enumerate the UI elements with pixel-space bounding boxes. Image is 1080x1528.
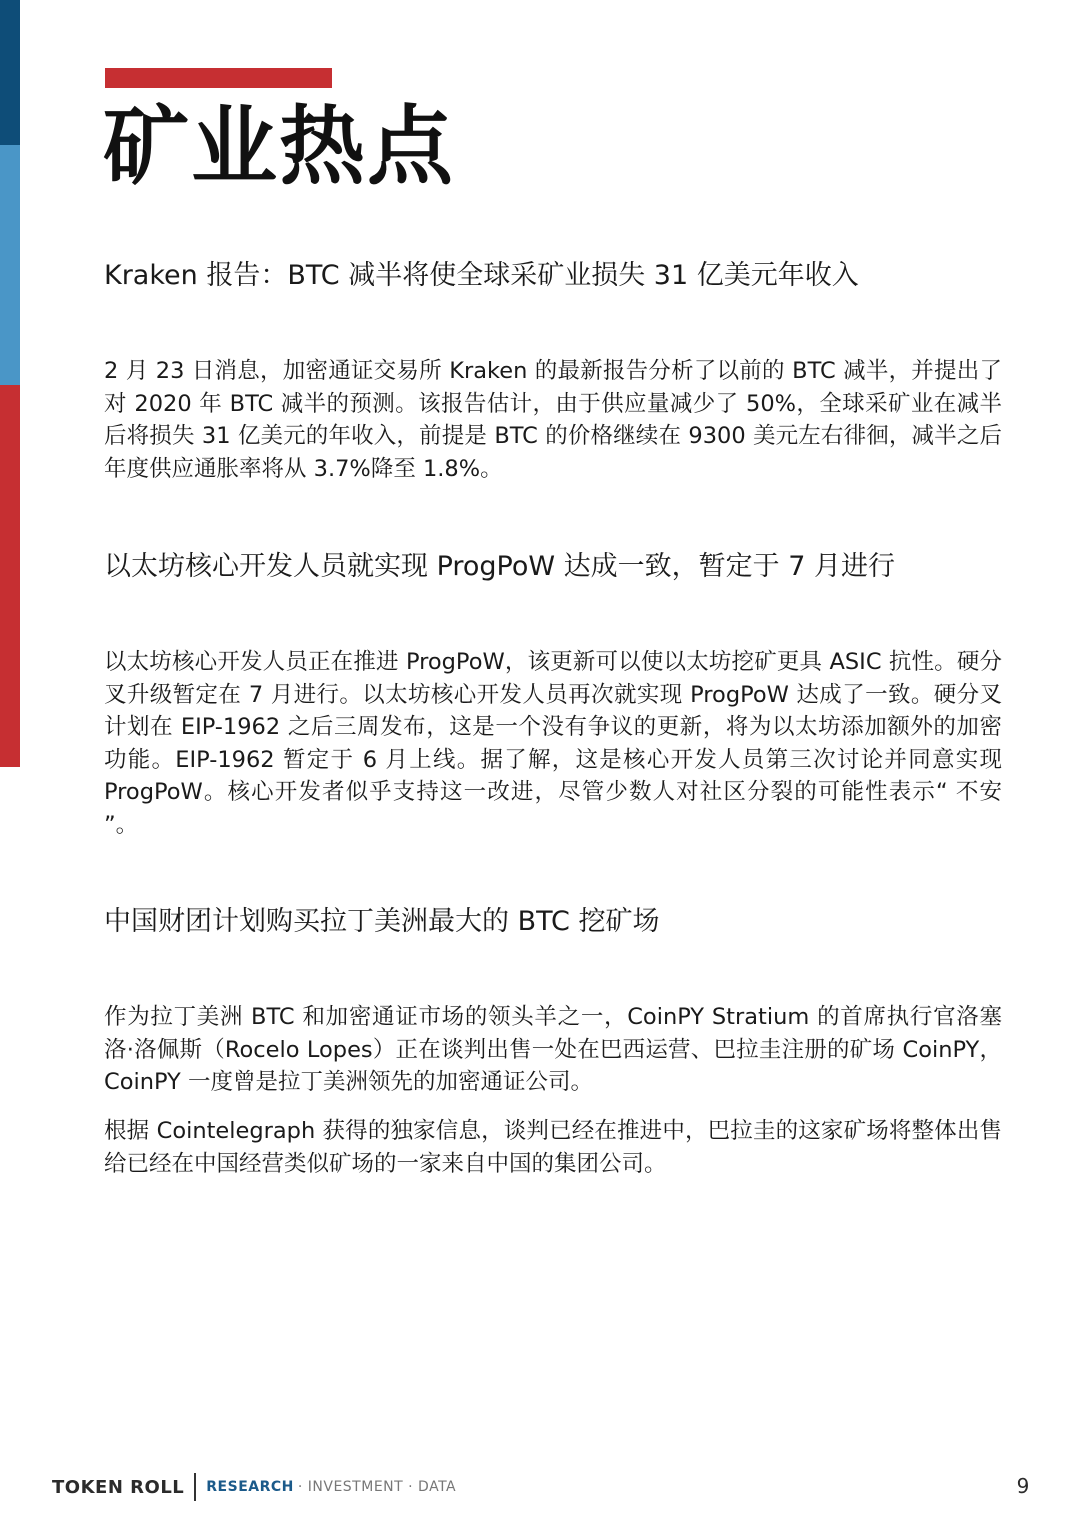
section-paragraph-mining-farm-1: 作为拉丁美洲 BTC 和加密通证市场的领头羊之一，CoinPY Stratium 的首席执行官洛塞洛·洛佩斯（Rocelo Lopes）正在谈判出售一处在巴西运营、巴拉圭注册的矿场 CoinPY，CoinPY 一度曾是拉丁美洲领先的加密通证公司。 [104,1004,1002,1095]
footer-divider [194,1473,196,1501]
side-bar-red [0,385,20,767]
side-bar-blue [0,145,20,385]
section-paragraph-mining-farm-2: 根据 Cointelegraph 获得的独家信息，谈判已经在推进中，巴拉圭的这家矿场将整体出售给已经在中国经营类似矿场的一家来自中国的集团公司。 [104,1118,1002,1177]
footer [52,1472,456,1502]
footer-research: RESEARCH [206,1479,294,1495]
section-paragraph-kraken: 2 月 23 日消息，加密通证交易所 Kraken 的最新报告分析了以前的 BTC 减半，并提出了对 2020 年 BTC 减半的预测。该报告估计，由于供应量减少了 50%，全球采矿业在减半后将损失 31 亿美元的年收入，前提是 BTC 的价格继续在 9300 美元左右徘徊，减半之后年度供应通胀率将从 3.7%降至 1.8%。 [104,358,1002,482]
title-accent-bar [105,68,332,88]
section-heading-progpow: 以太坊核心开发人员就实现 ProgPoW 达成一致，暂定于 7 月进行 [104,551,896,582]
page-number: 9 [1016,1474,1030,1498]
footer-brand: TOKEN ROLL [52,1476,185,1498]
page-title: 矿业热点 [103,97,455,197]
footer-tagline: · INVESTMENT · DATA [297,1479,457,1495]
section-paragraph-progpow: 以太坊核心开发人员正在推进 ProgPoW，该更新可以使以太坊挖矿更具 ASIC 抗性。硬分叉升级暂定在 7 月进行。以太坊核心开发人员再次就实现 ProgPoW 达成了一致。硬分叉计划在 EIP-1962 之后三周发布，这是一个没有争议的更新，将为以太坊添加额外的加密功能。EIP-1962 暂定于 6 月上线。据了解，这是核心开发人员第三次讨论并同意实现 ProgPoW。核心开发者似乎支持这一改进，尽管少数人对社区分裂的可能性表示“ 不安 ”。 [104,649,1002,838]
section-heading-kraken: Kraken 报告：BTC 减半将使全球采矿业损失 31 亿美元年收入 [104,260,859,291]
side-bar-navy [0,0,20,145]
section-heading-mining-farm: 中国财团计划购买拉丁美洲最大的 BTC 挖矿场 [104,906,660,937]
